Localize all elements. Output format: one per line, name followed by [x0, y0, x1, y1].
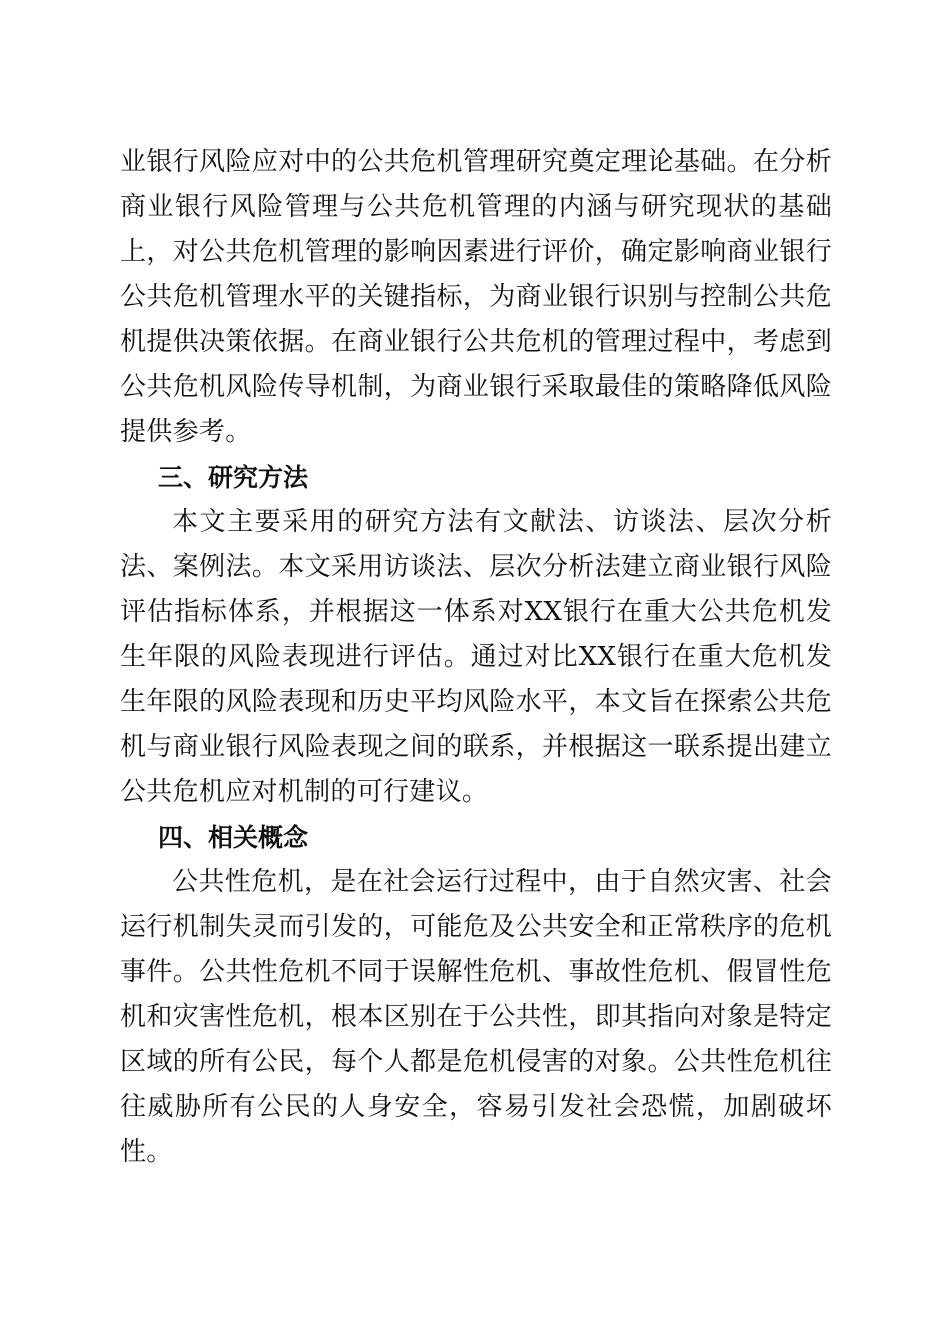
paragraph-research-methods: 本文主要采用的研究方法有文献法、访谈法、层次分析法、案例法。本文采用访谈法、层次分析法建立商业银行风险评估指标体系，并根据这一体系对XX银行在重大公共危机发生年限的风险表现进行评估。通过对比XX银行在重大危机发生年限的风险表现和历史平均风险水平，本文旨在探索公共危机与商业银行风险表现之间的联系，并根据这一联系提出建立公共危机应对机制的可行建议。: [120, 507, 832, 807]
section-heading-research-methods: 三、研究方法: [158, 463, 309, 492]
document-body: [120, 140, 832, 1175]
paragraph-continued: 业银行风险应对中的公共危机管理研究奠定理论基础。在分析商业银行风险管理与公共危机管理的内涵与研究现状的基础上，对公共危机管理的影响因素进行评价，确定影响商业银行公共危机管理水平的关键指标，为商业银行识别与控制公共危机提供决策依据。在商业银行公共危机的管理过程中，考虑到公共危机风险传导机制，为商业银行采取最佳的策略降低风险提供参考。: [120, 147, 832, 447]
section-heading-related-concepts: 四、相关概念: [158, 823, 309, 852]
paragraph-related-concepts: 公共性危机，是在社会运行过程中，由于自然灾害、社会运行机制失灵而引发的，可能危及公共安全和正常秩序的危机事件。公共性危机不同于误解性危机、事故性危机、假冒性危机和灾害性危机，根本区别在于公共性，即其指向对象是特定区域的所有公民，每个人都是危机侵害的对象。公共性危机往往威胁所有公民的人身安全，容易引发社会恐慌，加剧破坏性。: [120, 867, 832, 1167]
